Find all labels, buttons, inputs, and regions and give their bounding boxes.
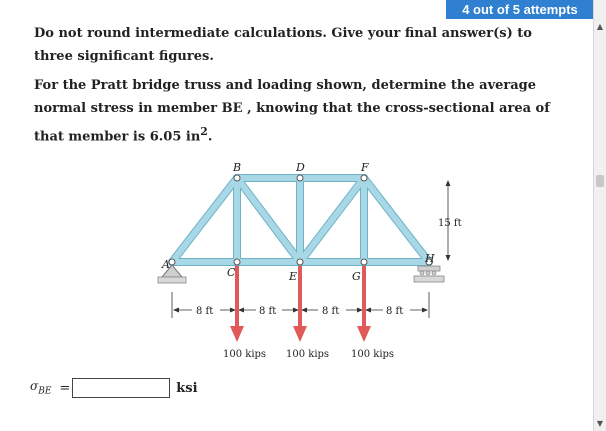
unit-label: ksi xyxy=(176,380,198,396)
joint-label-d: D xyxy=(296,161,305,174)
joint-label-a: A xyxy=(162,258,170,271)
load-label-g: 100 kips xyxy=(351,349,395,360)
dimension-bay-1: 8 ft xyxy=(196,306,214,317)
unit-exponent: 2 xyxy=(200,125,208,138)
stress-symbol: $\sigma_{BE}$ xyxy=(30,379,52,397)
answer-row xyxy=(30,377,198,399)
dimension-bay-2: 8 ft xyxy=(259,306,277,317)
load-label-e: 100 kips xyxy=(286,349,330,360)
load-label-c: 100 kips xyxy=(223,349,267,360)
joint-label-b: B xyxy=(233,161,242,174)
roller-support-h xyxy=(414,266,444,282)
scroll-down-arrow-icon[interactable]: ▼ xyxy=(596,418,604,428)
dimension-height: 15 ft xyxy=(438,218,462,229)
scroll-up-arrow-icon[interactable]: ▲ xyxy=(596,21,604,31)
stress-answer-input[interactable] xyxy=(72,378,170,398)
problem-statement: For the Pratt bridge truss and loading shown, determine the average normal stress in member BE , knowing that the cross-sectional area of that member is 6.05 $in^2$. xyxy=(34,78,550,145)
equals-sign: = xyxy=(59,380,71,396)
dimension-bay-4: 8 ft xyxy=(386,306,404,317)
joint-label-f: F xyxy=(361,161,369,174)
joint-label-e: E xyxy=(289,270,298,283)
joint-label-c: C xyxy=(227,266,236,279)
joint-label-g: G xyxy=(352,270,361,283)
attempts-badge: 4 out of 5 attempts xyxy=(446,0,594,19)
load-arrows xyxy=(230,266,371,342)
joint-label-h: H xyxy=(425,252,435,265)
dimension-bay-3: 8 ft xyxy=(322,306,340,317)
truss-members xyxy=(172,178,429,262)
instruction-text: Do not round intermediate calculations. Give your final answer(s) to three significant figures. xyxy=(34,26,532,64)
